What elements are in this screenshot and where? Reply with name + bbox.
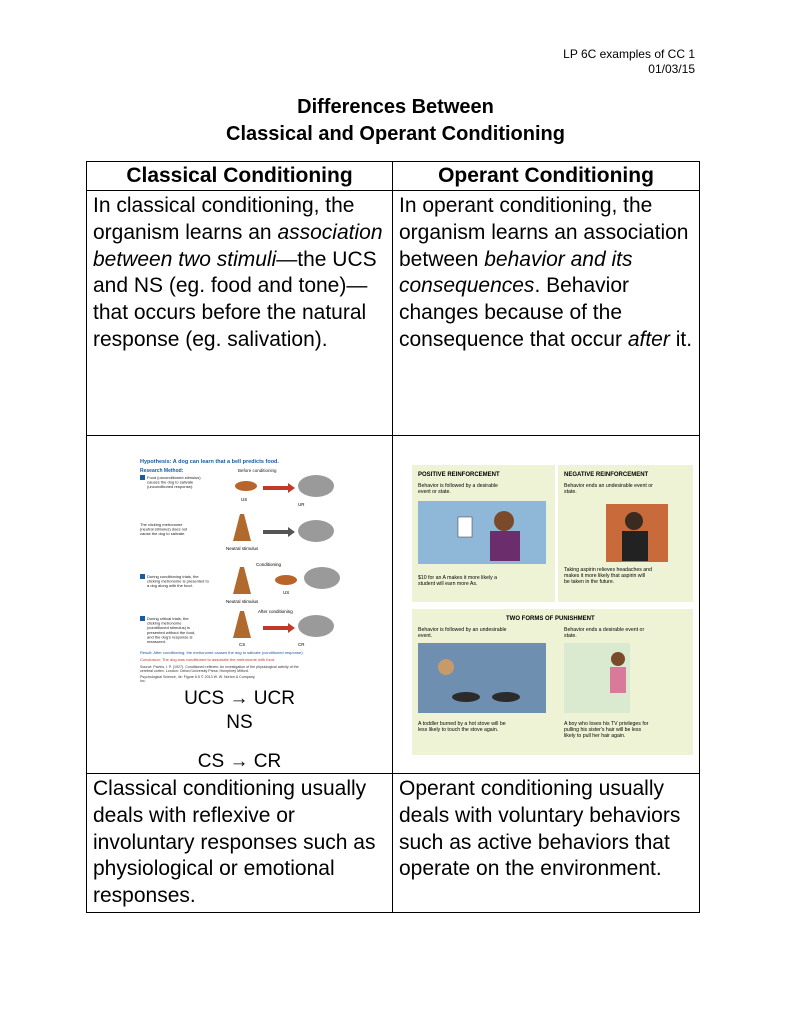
reinforcement-punishment-figure (406, 459, 698, 759)
comparison-table (86, 161, 700, 913)
pos-desc: Behavior is followed by a desirable event or state. (418, 483, 498, 495)
cs-cr-line: CS → CR (197, 751, 282, 772)
pun-title: TWO FORMS OF PUNISHMENT (506, 616, 595, 622)
table-header-row (87, 162, 700, 191)
pos-title: POSITIVE REINFORCEMENT (418, 472, 500, 478)
operant-definition-cell (393, 191, 700, 436)
student-money-illustration (418, 501, 546, 564)
dog-head-icon (304, 567, 340, 589)
operant-def-emphasis: behavior and its consequences (399, 247, 633, 298)
neg-title: NEGATIVE REINFORCEMENT (564, 472, 649, 478)
fig-step3: During critical trials, the clicking metronome (conditioned stimulus) is presented without the food, and the dog's response is measured. (147, 616, 196, 644)
classical-definition-cell (87, 191, 393, 436)
ucs-ucr-line: UCS → UCR (184, 688, 295, 709)
neg-caption: Taking aspirin relieves headaches and makes it more likely that aspirin will be taken in the future. (564, 567, 652, 585)
doc-id: LP 6C examples of CC 1 (563, 47, 695, 61)
classical-def-text-1: In classical conditioning, the organism learns an (93, 194, 355, 244)
fig-source: Source: Pavlov, I. P. (1927). Conditioned reflexes: An investigation of the physiological activity of the cerebral cortex. London: Oxford University Press; Humphrey Milford. (140, 665, 299, 674)
dog-head-icon (298, 615, 334, 637)
fig-us: US (241, 497, 248, 502)
stove-illustration (418, 643, 546, 713)
food-bowl-icon (235, 481, 257, 491)
fig-step1: Food (unconditioned stimulus) causes the dog to salivate (unconditioned response). (147, 475, 201, 490)
ns-line: NS (226, 712, 253, 733)
neg-desc: Behavior ends an undesirable event or state. (564, 483, 653, 495)
classical-def-emphasis: association between two stimuli (93, 220, 383, 271)
food-bowl-icon (275, 575, 297, 585)
operant-figure-cell (393, 436, 700, 774)
page-title (0, 94, 791, 148)
fig-step2: During conditioning trials, the clicking metronome is presented to a dog along with the food. (147, 574, 209, 589)
fig-credit: Psychological Science, 4e: Figure 6.5 © 2013 W. W. Norton & Company, Inc. (140, 675, 256, 684)
table-row (87, 191, 700, 436)
operant-response-type-cell: Operant conditioning usually deals with voluntary behaviors such as active behaviors that operate on the environment. (393, 774, 700, 913)
fig-method: Research Method: (140, 468, 184, 474)
fig-conditioning: Conditioning (256, 562, 282, 567)
pun2-desc: Behavior ends a desirable event or state. (564, 627, 645, 639)
classical-response-type-cell: Classical conditioning usually deals with reflexive or involuntary responses such as physiological or emotional responses. (87, 774, 393, 913)
classical-def-text-2: —the UCS and NS (eg. food and tone)—that occurs before the natural response (eg. salivation). (93, 247, 377, 351)
fig-metronome-text: The clicking metronome (neutral stimulus) does not cause the dog to salivate. (140, 522, 188, 537)
fig-neutral-2: Neutral stimulus (226, 599, 259, 604)
doc-date: 01/03/15 (648, 62, 695, 76)
operant-def-text-3: it. (669, 327, 693, 351)
fig-after: After conditioning (258, 609, 293, 614)
title-line-2: Classical and Operant Conditioning (226, 123, 565, 145)
pun1-desc: Behavior is followed by an undesirable event. (418, 627, 507, 639)
table-row (87, 436, 700, 774)
fig-conclusion: Conclusion: The dog was conditioned to associate the metronome with food. (140, 657, 276, 662)
fig-us-2: US (283, 590, 290, 595)
pos-caption: $10 for an A makes it more likely a student will earn more As. (418, 575, 498, 587)
table-row (87, 774, 700, 913)
fig-ur: UR (298, 502, 305, 507)
document-header (563, 47, 695, 77)
col-header-operant: Operant Conditioning (393, 162, 700, 191)
dog-head-icon (298, 475, 334, 497)
fig-hypothesis: Hypothesis: A dog can learn that a bell predicts food. (140, 459, 279, 465)
fig-neutral: Neutral stimulus (226, 546, 259, 551)
pun2-caption: A boy who loses his TV privileges for pulling his sister's hair will be less likely to pull her hair again. (564, 721, 649, 739)
pavlov-experiment-figure (138, 456, 350, 688)
operant-def-after: after (627, 327, 670, 351)
title-line-1: Differences Between (297, 96, 494, 118)
col-header-classical: Classical Conditioning (87, 162, 393, 191)
operant-def-text-1: In operant conditioning, the organism learns an association between (399, 194, 689, 271)
operant-def-text-2: . Behavior changes because of the consequence that occur (399, 274, 629, 351)
pun1-caption: A toddler burned by a hot stove will be less likely to touch the stove again. (418, 721, 506, 733)
dog-head-icon (298, 520, 334, 542)
fig-before: Before conditioning (238, 468, 277, 473)
fig-result: Result: After conditioning, the metronome causes the dog to salivate (conditioned response). (140, 650, 304, 655)
fig-cr: CR (298, 642, 305, 647)
fig-cs: CS (239, 642, 246, 647)
classical-figure-cell (87, 436, 393, 774)
